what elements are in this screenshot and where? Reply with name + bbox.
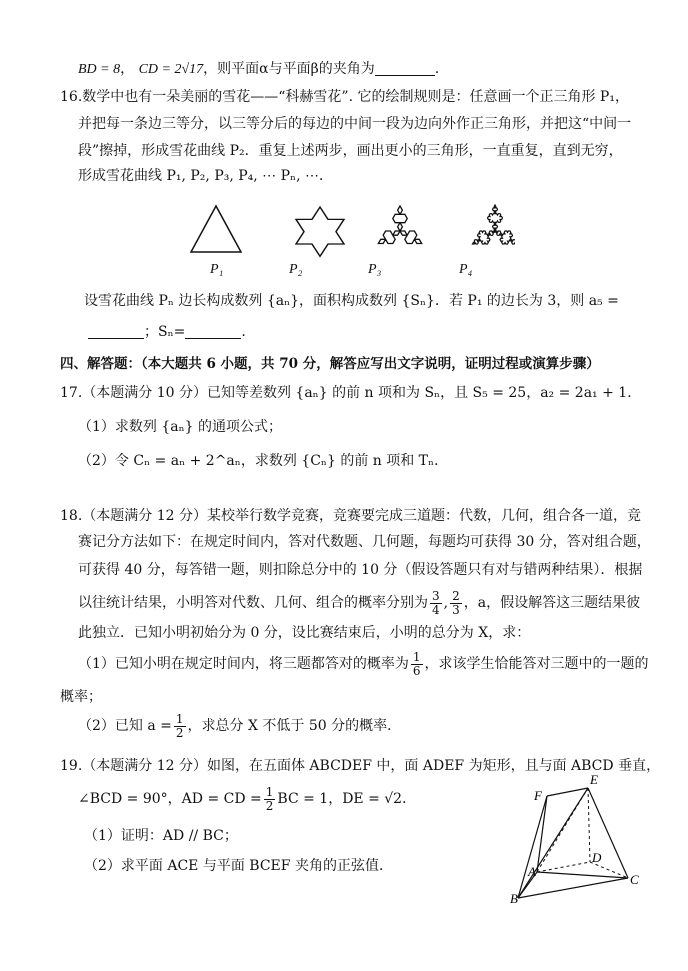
q18-part-1-line-2: 概率； xyxy=(60,689,102,705)
caption-p3: P₃ xyxy=(368,262,382,277)
fraction-denominator: 6 xyxy=(412,663,421,678)
q16-line-3: 段”擦掉，形成雪花曲线 P₂．重复上述两步，画出更小的三角形，一直重复，直到无穷， xyxy=(78,143,623,159)
fraction-numerator: 3 xyxy=(432,588,440,603)
q18-line-3: 可获得 40 分，每答错一题，则扣除总分中的 10 分（假设答题只有对与错两种结果）．根据 xyxy=(78,562,643,578)
edge-fb xyxy=(518,796,547,898)
q18-line-1 xyxy=(60,506,641,526)
q15-tail-line: BD = 8， CD = 2√17，则平面α与平面β的夹角为 . xyxy=(78,61,440,77)
q18-text-1: （本题满分 12 分）某校举行数学竞赛，竞赛要完成三道题：代数，几何，组合各一道，竞 xyxy=(82,508,641,524)
fraction-2-3 xyxy=(450,590,462,617)
q17-part-2: （2）令 Cₙ = aₙ + 2^aₙ，求数列 {Cₙ} 的前 n 项和 Tₙ． xyxy=(78,453,449,469)
q18-part-2 xyxy=(78,712,401,740)
fraction-3-4 xyxy=(430,590,442,617)
q18-text-4b: ，a，假设解答这三题结果彼 xyxy=(463,595,641,611)
q16-line-2: 并把每一条边三等分，以三等分后的每边的中间一段为边向外作正三角形，并把这“中间一 xyxy=(78,116,632,132)
label-e: E xyxy=(590,772,598,787)
edge-ac xyxy=(537,872,628,878)
q16-end: . xyxy=(241,324,246,340)
koch-p2-star xyxy=(296,207,344,256)
q18-number: 18. xyxy=(60,508,83,524)
q17-number: 17. xyxy=(60,385,83,401)
edge-ad xyxy=(537,862,590,872)
q18-text-4a: 以往统计结果，小明答对代数、几何、组合的概率分别为 xyxy=(78,595,428,611)
fraction-numerator: 1 xyxy=(412,649,421,664)
q17-part-1: （1）求数列 {aₙ} 的通项公式； xyxy=(78,419,283,435)
q16-question-line-1: 设雪花曲线 Pₙ 边长构成数列 {aₙ}，面积构成数列 {Sₙ}．若 P₁ 的边长为 3，则 a₅ = xyxy=(84,293,619,309)
koch-snowflake-figures xyxy=(185,200,515,262)
q17-stem: （本题满分 10 分）已知等差数列 {aₙ} 的前 n 项和为 Sₙ，且 S₅ = 25，a₂ = 2a₁ + 1． xyxy=(82,385,642,401)
koch-p1-triangle xyxy=(191,206,241,252)
fraction-denominator: 2 xyxy=(265,798,274,813)
caption-p1: P₁ xyxy=(210,262,224,277)
fraction-numerator: 1 xyxy=(265,784,274,799)
q19-text-2a: ∠BCD = 90°，AD = CD = xyxy=(78,791,262,807)
fraction-numerator: 1 xyxy=(175,711,184,726)
fraction-numerator: 2 xyxy=(452,588,460,603)
q16-sep: ；Sₙ= xyxy=(144,324,186,340)
q18-p2-text-b: ，求总分 X 不低于 50 分的概率． xyxy=(187,718,402,734)
q17-stem-line xyxy=(60,383,641,403)
q18-line-2: 赛记分方法如下：在规定时间内，答对代数题、几何题，每题均可获得 30 分，答对组合题， xyxy=(78,534,651,550)
q16-blank-sn xyxy=(185,324,241,339)
q18-part-1 xyxy=(78,650,649,678)
pentahedron-figure xyxy=(510,770,645,905)
q16-blank-a5 xyxy=(88,324,144,339)
fraction-1-2-bc xyxy=(264,786,276,813)
q19-part-2: （2）求平面 ACE 与平面 BCEF 夹角的正弦值． xyxy=(84,858,393,874)
q18-p2-text-a: （2）已知 a = xyxy=(78,718,172,734)
fraction-1-2 xyxy=(174,713,186,740)
q16-question-line-2 xyxy=(88,322,246,342)
q18-line-4: 以往统计结果，小明答对代数、几何、组合的概率分别为 $\frac{3}{4}$ , $\frac{2}{3}$ ，a，假设解答这三题结果彼 xyxy=(78,588,641,617)
caption-p4: P₄ xyxy=(459,262,473,277)
label-a: A xyxy=(528,864,536,879)
q16-text-1: 数学中也有一朵美丽的雪花——“科赫雪花”. 它的绘制规则是：任意画一个正三角形 P₁， xyxy=(82,89,629,105)
q18-p1-text-a: （1）已知小明在规定时间内，将三题都答对的概率为 xyxy=(78,656,409,672)
section-4-title: 四、解答题：（本大题共 6 小题，共 70 分，解答应写出文字说明，证明过程或演算步骤） xyxy=(60,356,600,372)
edge-ed xyxy=(588,788,590,862)
q16-number: 16. xyxy=(60,89,83,105)
fraction-denominator: 3 xyxy=(452,602,460,617)
koch-p3-snowflake xyxy=(378,206,421,244)
q19-part-1: （1）证明：AD // BC； xyxy=(84,828,238,844)
q15-end: . xyxy=(434,61,440,77)
caption-p2: P₂ xyxy=(289,262,303,277)
fraction-denominator: 4 xyxy=(432,602,440,617)
edge-bc xyxy=(518,878,628,898)
q19-line-2 xyxy=(78,785,416,813)
q19-text-1: （本题满分 12 分）如图，在五面体 ABCDEF 中，面 ADEF 为矩形，且与面 ABCD 垂直， xyxy=(82,758,661,774)
label-b: B xyxy=(510,891,518,905)
q15-text: ，则平面α与平面β的夹角为 xyxy=(203,61,375,77)
q16-line-4: 形成雪花曲线 P₁, P₂, P₃, P₄, ⋯ Pₙ, ⋯． xyxy=(78,168,334,184)
fraction-1-6 xyxy=(411,651,423,678)
koch-p4-snowflake xyxy=(472,205,515,244)
q18-p1-text-b: ，求该学生恰能答对三题中的一题的 xyxy=(424,656,649,672)
edge-fe xyxy=(547,788,588,796)
q19-number: 19. xyxy=(60,758,83,774)
label-d: D xyxy=(592,850,602,865)
q18-line-5: 此独立．已知小明初始分为 0 分，设比赛结束后，小明的总分为 X，求： xyxy=(78,625,531,641)
q15-bd: BD = 8 xyxy=(78,62,121,77)
label-f: F xyxy=(534,788,542,803)
q15-cd: CD = 2√17 xyxy=(138,62,204,77)
fraction-denominator: 2 xyxy=(175,725,184,740)
label-c: C xyxy=(630,872,639,887)
q19-text-2b: BC = 1，DE = √2． xyxy=(277,791,417,807)
q15-answer-blank xyxy=(375,61,435,76)
q16-line-1 xyxy=(60,87,629,107)
